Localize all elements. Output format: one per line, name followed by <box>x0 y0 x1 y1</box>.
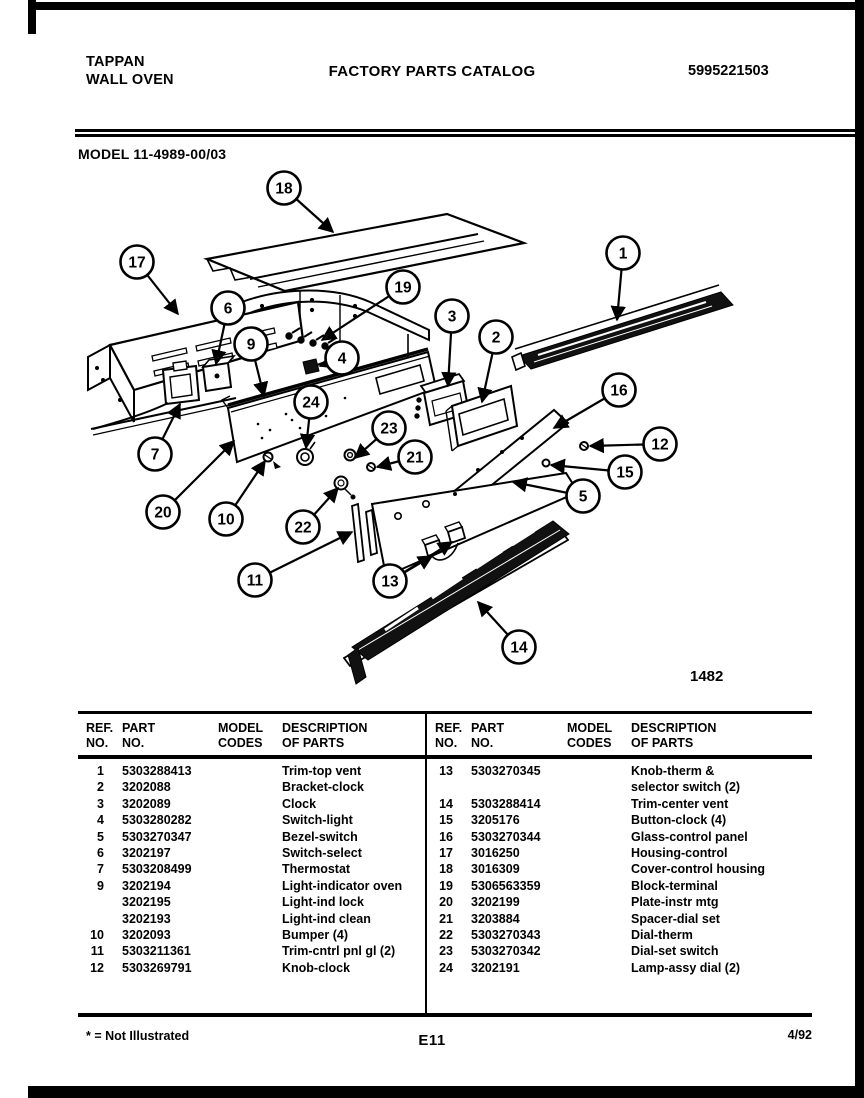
table-cell: 14 <box>439 796 453 811</box>
callout-number: 2 <box>491 329 501 347</box>
table-row <box>78 943 425 959</box>
table-cell: 5303288413 <box>122 764 192 778</box>
table-cell: Bracket-clock <box>282 780 364 795</box>
table-cell <box>218 779 282 795</box>
callout-number: 21 <box>406 449 424 467</box>
callout-number: 15 <box>616 464 634 482</box>
table-cell: 11 <box>90 944 104 959</box>
table-cell: 5306563359 <box>471 878 541 893</box>
table-cell <box>567 861 631 877</box>
table-row <box>427 796 812 812</box>
column-header: REF. NO. <box>86 721 114 750</box>
table-body-left <box>78 763 425 976</box>
table-cell: 19 <box>439 878 453 893</box>
table-cell <box>218 927 282 943</box>
figure-number: 1482 <box>690 668 724 685</box>
page-code: E11 <box>418 1032 446 1049</box>
table-row <box>427 943 812 959</box>
table-row <box>78 878 425 894</box>
callout-number: 6 <box>223 300 233 318</box>
table-cell: 12 <box>90 960 104 975</box>
table-cell: Trim-center vent <box>631 796 729 811</box>
table-row <box>427 894 812 910</box>
table-cell <box>567 796 631 812</box>
part-23-dial-nut <box>345 450 356 461</box>
callout-number: 5 <box>578 488 588 506</box>
table-row <box>78 861 425 877</box>
table-cell: Cover-control housing <box>631 862 766 877</box>
table-cell: Trim-cntrl pnl gl (2) <box>282 944 396 959</box>
table-cell: Plate-instr mtg <box>631 895 719 910</box>
callout-number: 1 <box>618 245 628 263</box>
catalog-date: 4/92 <box>787 1028 812 1042</box>
table-cell: 3202089 <box>122 796 171 811</box>
table-cell: 3202197 <box>122 845 171 860</box>
table-row <box>78 779 425 795</box>
table-cell <box>567 878 631 894</box>
table-cell: Light-ind lock <box>282 895 364 910</box>
column-header: REF. NO. <box>435 721 463 750</box>
callout-number: 3 <box>447 308 457 326</box>
part-6-switch-select <box>203 356 234 391</box>
parts-table-left <box>78 714 425 1013</box>
table-cell: 21 <box>439 911 453 926</box>
table-cell <box>218 812 282 828</box>
callout-number: 22 <box>294 519 312 537</box>
table-cell: 5303211361 <box>122 944 191 959</box>
table-cell: 3016309 <box>471 862 520 877</box>
table-cell: 3203884 <box>471 911 520 926</box>
table-cell: 3202199 <box>471 895 520 910</box>
table-cell: 3202193 <box>122 911 171 926</box>
table-cell: 3202093 <box>122 927 171 942</box>
table-row <box>427 878 812 894</box>
table-cell <box>567 845 631 861</box>
table-row <box>78 796 425 812</box>
table-cell: 5303269791 <box>122 960 192 975</box>
table-cell: Bezel-switch <box>282 829 358 844</box>
part-18-cover-control-housing <box>207 214 524 291</box>
table-row <box>78 763 425 779</box>
table-cell: Spacer-dial set <box>631 911 720 926</box>
table-cell: 15 <box>439 813 453 828</box>
table-cell: 4 <box>97 813 104 828</box>
table-cell <box>471 779 567 795</box>
part-4-switch-light <box>303 359 328 374</box>
table-cell <box>567 829 631 845</box>
table-cell: Button-clock (4) <box>631 813 727 828</box>
table-cell: 17 <box>439 845 453 860</box>
table-cell: 20 <box>439 895 453 910</box>
callout-number: 17 <box>128 254 146 272</box>
callout-number: 9 <box>246 336 256 354</box>
callout-number: 18 <box>275 180 293 198</box>
table-cell: 5303208499 <box>122 862 192 877</box>
callout-number: 11 <box>246 572 264 590</box>
table-row <box>78 845 425 861</box>
table-cell <box>218 911 282 927</box>
table-cell: 5303288414 <box>471 796 541 811</box>
table-cell: Knob-therm & <box>631 764 715 778</box>
table-cell <box>78 894 122 910</box>
table-cell: Switch-select <box>282 845 362 860</box>
brand-line2: WALL OVEN <box>86 72 174 88</box>
table-cell: 5303270345 <box>471 764 541 778</box>
table-cell: 5303270344 <box>471 829 541 844</box>
table-cell <box>218 845 282 861</box>
table-cell: Dial-therm <box>631 927 693 942</box>
column-header: MODEL CODES <box>218 721 264 750</box>
parts-table-right <box>425 714 812 1013</box>
column-header: DESCRIPTION OF PARTS <box>631 721 717 750</box>
table-row <box>78 960 425 976</box>
table-cell: 22 <box>439 927 453 942</box>
table-cell: Dial-set switch <box>631 944 719 959</box>
table-cell <box>567 894 631 910</box>
column-header: DESCRIPTION OF PARTS <box>282 721 368 750</box>
table-cell: Thermostat <box>282 862 351 877</box>
table-cell <box>218 960 282 976</box>
table-cell <box>218 763 282 779</box>
table-cell <box>218 878 282 894</box>
table-cell: Glass-control panel <box>631 829 748 844</box>
table-row <box>78 829 425 845</box>
not-illustrated-note: * = Not Illustrated <box>86 1029 190 1043</box>
table-cell: 3202191 <box>471 960 520 975</box>
table-cell <box>567 960 631 976</box>
table-row <box>427 779 812 795</box>
callout-number: 16 <box>610 382 628 400</box>
table-cell: Switch-light <box>282 813 353 828</box>
publication-number: 5995221503 <box>688 63 769 79</box>
table-header <box>78 714 425 759</box>
table-row <box>78 894 425 910</box>
table-cell: Block-terminal <box>631 878 718 893</box>
table-cell: 3202195 <box>122 895 171 910</box>
table-cell: 3 <box>97 796 104 811</box>
table-cell <box>218 829 282 845</box>
table-cell: 24 <box>439 960 453 975</box>
callout-number: 13 <box>381 573 399 591</box>
table-cell: 10 <box>90 927 104 942</box>
table-cell <box>218 894 282 910</box>
table-cell: 18 <box>439 862 453 877</box>
callout-number: 20 <box>154 504 172 522</box>
page-title: FACTORY PARTS CATALOG <box>328 63 536 80</box>
callout-number: 24 <box>302 394 320 412</box>
table-row <box>427 911 812 927</box>
part-1-trim-top-vent <box>512 285 733 370</box>
table-row <box>427 845 812 861</box>
table-cell: Trim-top vent <box>282 764 362 778</box>
table-cell <box>427 779 471 795</box>
brand-line1: TAPPAN <box>86 54 145 70</box>
table-cell: 5 <box>97 829 104 844</box>
table-cell: 5303270342 <box>471 944 541 959</box>
table-cell: Knob-clock <box>282 960 351 975</box>
table-cell: Housing-control <box>631 845 728 860</box>
table-cell: 5303270343 <box>471 927 541 942</box>
table-cell: 7 <box>97 862 104 877</box>
column-header: PART NO. <box>471 721 505 750</box>
part-10-bumper <box>264 453 282 470</box>
table-cell: 3205176 <box>471 813 520 828</box>
table-cell: 3202088 <box>122 780 171 795</box>
table-cell: 2 <box>97 780 104 795</box>
callout-number: 7 <box>150 446 160 464</box>
callout-number: 19 <box>394 279 412 297</box>
table-row <box>427 861 812 877</box>
table-cell: selector switch (2) <box>631 780 741 795</box>
table-cell <box>567 812 631 828</box>
table-cell: 3016250 <box>471 845 520 860</box>
table-row <box>78 927 425 943</box>
table-cell: 16 <box>439 829 453 844</box>
table-cell: Light-indicator oven <box>282 878 403 893</box>
callout-number: 23 <box>380 420 398 438</box>
column-header: PART NO. <box>122 721 156 750</box>
table-row <box>78 911 425 927</box>
table-row <box>78 812 425 828</box>
table-cell: 5303270347 <box>122 829 192 844</box>
part-12-screw <box>580 442 588 450</box>
callout-number: 4 <box>337 350 347 368</box>
table-cell <box>218 943 282 959</box>
callout-number: 10 <box>217 511 235 529</box>
table-cell: Bumper (4) <box>282 927 348 942</box>
table-cell <box>78 911 122 927</box>
table-row <box>427 763 812 779</box>
table-cell: 9 <box>97 878 104 893</box>
table-row <box>427 927 812 943</box>
model-number-line: MODEL 11-4989-00/03 <box>78 146 227 162</box>
table-cell <box>567 763 631 779</box>
part-15-screw <box>543 460 550 467</box>
callout-number: 12 <box>651 436 669 454</box>
callout-number: 14 <box>510 639 528 657</box>
table-cell: 3202194 <box>122 878 171 893</box>
table-cell: Light-ind clean <box>282 911 371 926</box>
parts-table <box>78 711 812 1017</box>
table-cell <box>218 861 282 877</box>
column-header: MODEL CODES <box>567 721 613 750</box>
table-body-right <box>427 763 812 976</box>
table-row <box>427 829 812 845</box>
table-cell <box>567 911 631 927</box>
table-cell: 1 <box>97 764 104 778</box>
table-cell: 6 <box>97 845 104 860</box>
part-21-spacer <box>367 463 375 471</box>
table-row <box>427 812 812 828</box>
table-cell <box>567 779 631 795</box>
table-cell: Clock <box>282 796 317 811</box>
table-cell: 13 <box>439 764 453 778</box>
table-cell: 5303280282 <box>122 813 192 828</box>
table-cell <box>218 796 282 812</box>
table-cell <box>567 927 631 943</box>
table-cell <box>567 943 631 959</box>
table-cell: Lamp-assy dial (2) <box>631 960 741 975</box>
table-header <box>427 714 812 759</box>
table-row <box>427 960 812 976</box>
table-cell: 23 <box>439 944 453 959</box>
